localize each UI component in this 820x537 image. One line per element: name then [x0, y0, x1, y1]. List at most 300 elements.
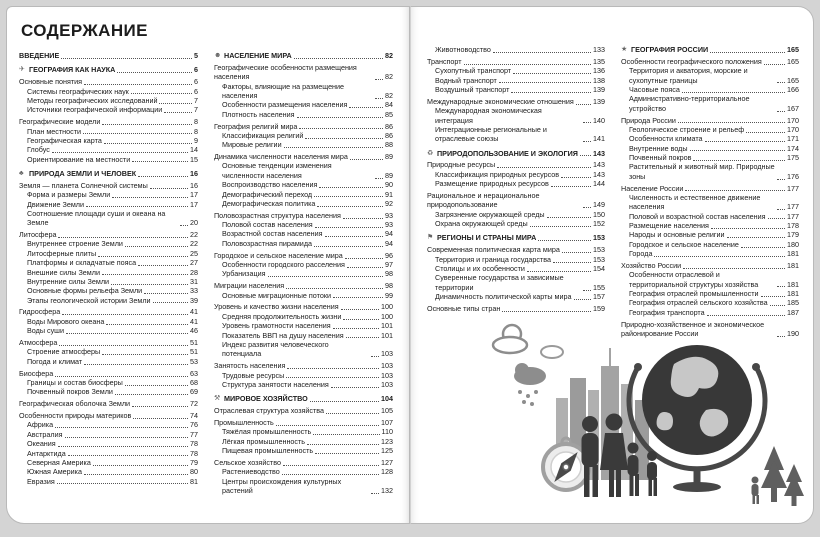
toc-entry-page: 180 — [787, 239, 799, 249]
toc-row — [19, 467, 198, 476]
dot-leader — [538, 240, 591, 241]
toc-entry-page: 79 — [190, 457, 198, 467]
dot-leader — [711, 228, 785, 229]
dot-leader — [764, 64, 785, 65]
toc-entry-label: МИРОВОЕ ХОЗЯЙСТВО — [224, 394, 308, 404]
toc-row — [19, 357, 198, 366]
toc-row — [214, 331, 393, 340]
dot-leader — [710, 52, 785, 53]
toc-entry-page: 6 — [194, 77, 198, 87]
dot-leader — [375, 98, 383, 99]
toc-entry-label: Особенности природы материков — [19, 411, 132, 421]
toc-entry-label: Лёгкая промышленность — [222, 436, 306, 446]
toc-entry-label: Половозрастная структура населения — [214, 210, 341, 220]
toc-entry-page: 181 — [787, 279, 799, 289]
toc-entry-page: 181 — [787, 249, 799, 259]
toc-entry-page: 51 — [190, 338, 198, 348]
toc-entry-page: 89 — [385, 152, 393, 162]
toc-entry-page: 41 — [190, 307, 198, 317]
toc-entry-label: Природные ресурсы — [427, 160, 496, 170]
toc-row — [214, 100, 393, 109]
toc-row — [214, 458, 393, 467]
dot-leader — [150, 188, 188, 189]
toc-row — [19, 249, 198, 258]
dot-leader — [286, 288, 383, 289]
toc-row — [19, 420, 198, 429]
toc-row — [214, 239, 393, 248]
toc-row — [214, 281, 393, 290]
toc-entry-page: 139 — [593, 96, 605, 106]
toc-entry-label: Особенности климата — [629, 134, 703, 144]
dot-leader — [132, 406, 188, 407]
dot-leader — [493, 52, 591, 53]
toc-entry-label: Евразия — [27, 476, 55, 486]
toc-row — [214, 302, 393, 311]
toc-entry-label: Внешние силы Земли — [27, 267, 100, 277]
toc-entry-page: 46 — [190, 326, 198, 336]
toc-entry-page: 100 — [381, 311, 393, 321]
toc-entry-page: 103 — [381, 349, 393, 359]
toc-row — [427, 191, 605, 210]
dot-leader — [693, 160, 785, 161]
toc-entry-label: Структура занятости населения — [222, 379, 329, 389]
toc-row — [19, 387, 198, 396]
toc-row — [427, 160, 605, 169]
toc-entry-page: 177 — [787, 211, 799, 221]
toc-entry-page: 82 — [385, 51, 393, 60]
toc-entry-page: 170 — [787, 124, 799, 134]
toc-entry-label: Гидросфера — [19, 307, 61, 317]
toc-entry-label: Природа России — [621, 115, 676, 125]
toc-entry-label: Геологическое строение и рельеф — [629, 124, 745, 134]
dot-leader — [144, 293, 188, 294]
toc-row — [214, 340, 393, 359]
toc-entry-label: Воды суши — [27, 326, 64, 336]
dot-leader — [52, 152, 188, 153]
book-spread — [6, 6, 814, 524]
dot-leader — [562, 252, 591, 253]
toc-entry-page: 16 — [190, 180, 198, 190]
toc-entry-label: Основные типы стран — [427, 303, 501, 313]
toc-entry-page: 101 — [381, 330, 393, 340]
toc-entry-label: Географические модели — [19, 117, 101, 127]
toc-entry-page: 80 — [190, 467, 198, 477]
toc-entry-page: 8 — [194, 117, 198, 127]
toc-entry-label: Рациональное и нерациональное природопользование — [427, 191, 540, 210]
toc-entry-label: Численность и естественное движение населения — [629, 192, 761, 212]
toc-row — [19, 190, 198, 199]
dot-leader — [84, 364, 188, 365]
toc-entry-page: 101 — [381, 321, 393, 331]
toc-entry-label: Основные понятия — [19, 77, 83, 87]
dot-leader — [331, 387, 379, 388]
toc-row — [427, 45, 605, 54]
toc-entry-label: Воспроизводство населения — [222, 180, 318, 190]
dot-leader — [319, 187, 383, 188]
dot-leader — [112, 197, 188, 198]
city-skyline-illustration — [556, 348, 649, 480]
toc-entry-page: 135 — [593, 56, 605, 66]
dot-leader — [341, 309, 379, 310]
dot-leader — [276, 425, 379, 426]
toc-row — [19, 117, 198, 126]
toc-entry-label: Средняя продолжительность жизни — [222, 311, 342, 321]
toc-entry-page: 72 — [190, 399, 198, 409]
toc-column-3 — [427, 45, 605, 338]
toc-entry-label: Основные тенденции изменения численности населения — [222, 161, 332, 180]
toc-row — [214, 110, 393, 119]
toc-row — [19, 96, 198, 105]
toc-entry-page: 103 — [381, 361, 393, 371]
dot-leader — [125, 385, 188, 386]
dot-leader — [553, 262, 591, 263]
dot-leader — [375, 79, 383, 80]
dot-leader — [283, 465, 379, 466]
toc-chapter-row — [214, 51, 393, 60]
toc-entry-label: Транспорт — [427, 56, 462, 66]
dot-leader — [551, 186, 591, 187]
toc-entry-label: ВВЕДЕНИЕ — [19, 51, 60, 60]
toc-entry-label: Географические особенности размещения населения — [214, 62, 357, 82]
toc-entry-page: 166 — [787, 84, 799, 94]
toc-row — [621, 116, 799, 125]
toc-row — [427, 170, 605, 179]
dot-leader — [576, 104, 591, 105]
toc-entry-page: 107 — [381, 417, 393, 427]
toc-entry-page: 6 — [194, 65, 198, 75]
dot-leader — [583, 122, 591, 123]
toc-entry-page: 100 — [381, 302, 393, 312]
toc-entry-page: 165 — [787, 75, 799, 85]
toc-entry-page: 133 — [593, 45, 605, 54]
dot-leader — [132, 161, 188, 162]
toc-entry-page: 88 — [385, 140, 393, 150]
toc-row — [19, 369, 198, 378]
toc-row — [214, 260, 393, 269]
toc-entry-label: География религий мира — [214, 121, 298, 131]
toc-entry-label: Источники географической информации — [27, 105, 163, 115]
toc-row — [427, 273, 605, 292]
dot-leader — [66, 333, 188, 334]
toc-entry-label: Городское и сельское население мира — [214, 250, 343, 260]
dot-leader — [115, 394, 188, 395]
dot-leader — [707, 315, 785, 316]
dot-leader — [685, 190, 785, 191]
toc-entry-label: Мировые религии — [222, 140, 282, 150]
toc-chapter-row — [214, 394, 393, 403]
toc-row — [427, 106, 605, 125]
toc-entry-label: Внутренние воды — [629, 143, 688, 153]
toc-entry-label: Почвенный покров — [629, 152, 692, 162]
dot-leader — [561, 177, 591, 178]
toc-entry-label: Соотношение площади суши и океана на Земле — [27, 208, 166, 228]
toc-entry-page: 92 — [385, 198, 393, 208]
toc-row — [19, 286, 198, 295]
toc-row — [214, 467, 393, 476]
toc-row — [214, 312, 393, 321]
toc-entry-page: 187 — [787, 307, 799, 317]
toc-row — [19, 268, 198, 277]
toc-entry-label: Воздушный транспорт — [435, 84, 510, 94]
dot-leader — [117, 72, 192, 73]
toc-entry-page: 33 — [190, 286, 198, 296]
dot-leader — [683, 268, 785, 269]
toc-entry-page: 175 — [787, 152, 799, 162]
toc-entry-label: Хозяйство России — [621, 260, 682, 270]
toc-entry-page: 190 — [787, 328, 799, 338]
toc-row — [19, 378, 198, 387]
toc-entry-label: Литосфера — [19, 230, 57, 240]
toc-row — [19, 296, 198, 305]
toc-entry-label: Показатель ВВП на душу населения — [222, 330, 344, 340]
toc-row — [427, 210, 605, 219]
flag-icon: ⚑ — [427, 234, 434, 242]
toc-entry-label: Сухопутный транспорт — [435, 66, 512, 76]
toc-entry-label: Глобус — [27, 145, 50, 155]
dot-leader — [349, 107, 383, 108]
dot-leader — [583, 207, 591, 208]
toc-row — [19, 145, 198, 154]
toc-entry-page: 90 — [385, 180, 393, 190]
toc-chapter-row — [19, 169, 198, 178]
toc-entry-label: Плотность населения — [222, 109, 295, 119]
toc-entry-page: 74 — [190, 411, 198, 421]
dot-leader — [83, 133, 192, 134]
toc-entry-label: Размещение природных ресурсов — [435, 179, 549, 189]
toc-entry-label: Международная экономическая интеграция — [435, 106, 542, 125]
toc-row — [19, 347, 198, 356]
dot-leader — [317, 206, 383, 207]
dot-leader — [98, 256, 188, 257]
toc-row — [427, 245, 605, 254]
toc-row — [214, 361, 393, 370]
toc-entry-label: Антарктида — [27, 448, 66, 458]
toc-entry-page: 141 — [593, 134, 605, 144]
toc-entry-label: Австралия — [27, 429, 63, 439]
toc-entry-label: Загрязнение окружающей среды — [435, 209, 545, 219]
toc-row — [214, 418, 393, 427]
toc-entry-page: 93 — [385, 210, 393, 220]
dot-leader — [777, 286, 785, 287]
toc-entry-page: 149 — [593, 200, 605, 210]
toc-entry-label: Океания — [27, 439, 56, 449]
toc-entry-label: Ориентирование на местности — [27, 154, 131, 164]
toc-row — [19, 77, 198, 86]
dot-leader — [55, 376, 188, 377]
dot-leader — [314, 196, 383, 197]
dot-leader — [84, 84, 192, 85]
dot-leader — [547, 217, 591, 218]
toc-entry-page: 143 — [593, 160, 605, 170]
toc-entry-page: 41 — [190, 316, 198, 326]
toc-column-4 — [621, 45, 799, 338]
toc-entry-page: 153 — [593, 245, 605, 255]
toc-entry-page: 81 — [190, 476, 198, 486]
toc-row — [214, 220, 393, 229]
dot-leader — [343, 218, 383, 219]
toc-entry-page: 139 — [593, 84, 605, 94]
toc-row — [214, 269, 393, 278]
toc-entry-label: Народы и основные религии — [629, 230, 725, 240]
toc-row — [427, 97, 605, 106]
toc-row — [621, 85, 799, 94]
toc-entry-page: 14 — [190, 145, 198, 155]
toc-row — [19, 338, 198, 347]
toc-entry-page: 31 — [190, 276, 198, 286]
dot-leader — [574, 299, 591, 300]
toc-entry-page: 76 — [190, 420, 198, 430]
toc-entry-label: ПРИРОДА ЗЕМЛИ И ЧЕЛОВЕК — [29, 168, 137, 178]
toc-row — [621, 320, 799, 339]
toc-entry-label: Часовые пояса — [629, 84, 680, 94]
page-left — [6, 6, 410, 524]
toc-entry-page: 104 — [381, 394, 393, 404]
toc-row — [214, 180, 393, 189]
toc-entry-page: 127 — [381, 457, 393, 467]
dot-leader — [315, 453, 379, 454]
dot-leader — [111, 284, 188, 285]
toc-entry-label: Земля — планета Солнечной системы — [19, 180, 148, 190]
toc-row — [19, 277, 198, 286]
toc-entry-page: 82 — [385, 72, 393, 82]
dot-leader — [678, 122, 785, 123]
toc-entry-page: 17 — [190, 190, 198, 200]
toc-row — [214, 291, 393, 300]
toc-row — [621, 66, 799, 85]
toc-row — [214, 122, 393, 131]
toc-entry-label: Атмосфера — [19, 338, 58, 348]
toc-entry-label: Центры происхождения культурных растений — [222, 476, 342, 495]
toc-entry-label: Природно-хозяйственное и экономическое районирование России — [621, 319, 765, 338]
dot-leader — [106, 324, 188, 325]
toc-entry-page: 77 — [190, 429, 198, 439]
toc-entry-label: Территория и граница государства — [435, 254, 552, 264]
toc-row — [621, 162, 799, 181]
toc-entry-page: 91 — [385, 189, 393, 199]
toc-entry-label: Пищевая промышленность — [222, 446, 314, 456]
toc-entry-label: НАСЕЛЕНИЕ МИРА — [224, 51, 292, 60]
toc-row — [427, 76, 605, 85]
toc-entry-label: Половой и возрастной состав населения — [629, 211, 766, 221]
toc-row — [621, 144, 799, 153]
toc-row — [214, 406, 393, 415]
toc-entry-page: 170 — [787, 115, 799, 125]
toc-row — [19, 155, 198, 164]
toc-row — [214, 161, 393, 180]
dot-leader — [65, 437, 188, 438]
toc-row — [19, 307, 198, 316]
toc-entry-label: Демографическая политика — [222, 198, 316, 208]
dot-leader — [464, 64, 591, 65]
toc-entry-page: 155 — [593, 282, 605, 292]
toc-entry-label: Города — [629, 249, 653, 259]
dot-leader — [58, 446, 188, 447]
toc-entry-page: 165 — [787, 56, 799, 66]
toc-row — [214, 251, 393, 260]
toc-row — [19, 181, 198, 190]
toc-entry-label: Суверенные государства и зависимые территории — [435, 273, 564, 292]
dot-leader — [326, 413, 379, 414]
toc-entry-label: Интеграционные региональные и отраслевые союзы — [435, 124, 547, 144]
dot-leader — [58, 237, 188, 238]
toc-row — [214, 380, 393, 389]
recycle-icon: ♻ — [427, 149, 434, 157]
toc-entry-label: Международные экономические отношения — [427, 96, 574, 106]
toc-entry-page: 103 — [381, 379, 393, 389]
toc-entry-page: 159 — [593, 303, 605, 313]
dot-leader — [777, 209, 785, 210]
toc-entry-label: Строение атмосферы — [27, 347, 101, 357]
toc-entry-label: Урбанизация — [222, 269, 266, 279]
toc-entry-page: 86 — [385, 130, 393, 140]
dot-leader — [93, 465, 188, 466]
dot-leader — [350, 159, 383, 160]
toc-entry-label: Внутреннее строение Земли — [27, 239, 123, 249]
dot-leader — [777, 336, 785, 337]
toc-entry-label: Погода и климат — [27, 356, 83, 366]
dot-leader — [57, 483, 188, 484]
dot-leader — [315, 227, 383, 228]
toc-entry-label: Современная политическая карта мира — [427, 245, 560, 255]
toc-row — [214, 82, 393, 101]
toc-row — [621, 261, 799, 270]
toc-row — [19, 477, 198, 486]
toc-entry-label: ГЕОГРАФИЯ КАК НАУКА — [29, 65, 116, 75]
dot-leader — [59, 345, 188, 346]
toc-entry-label: ПРИРОДОПОЛЬЗОВАНИЕ И ЭКОЛОГИЯ — [437, 148, 578, 158]
toc-entry-page: 25 — [190, 248, 198, 258]
toc-entry-page: 143 — [593, 169, 605, 179]
dot-leader — [347, 267, 383, 268]
toc-row — [214, 190, 393, 199]
toc-chapter-row — [19, 65, 198, 74]
toc-entry-label: Трудовые ресурсы — [222, 370, 285, 380]
toc-entry-page: 7 — [194, 105, 198, 115]
toc-entry-page: 84 — [385, 100, 393, 110]
toc-entry-page: 150 — [593, 209, 605, 219]
dot-leader — [287, 368, 379, 369]
toc-entry-page: 144 — [593, 179, 605, 189]
dot-leader — [268, 276, 384, 277]
toc-row — [427, 219, 605, 228]
dot-leader — [690, 150, 785, 151]
toc-entry-label: Географическая карта — [27, 135, 102, 145]
toc-entry-label: Административно-территориальное устройство — [629, 94, 750, 113]
toc-entry-label: Половозрастная пирамида — [222, 238, 313, 248]
toc-entry-label: Границы и состав биосферы — [27, 378, 123, 387]
toc-entry-page: 136 — [593, 66, 605, 76]
toc-entry-page: 7 — [194, 95, 198, 105]
toc-column-1 — [19, 51, 198, 495]
toc-entry-page: 69 — [190, 387, 198, 397]
dot-leader — [310, 401, 379, 402]
page-right — [410, 6, 814, 524]
toc-row — [621, 289, 799, 298]
toc-row — [19, 399, 198, 408]
toc-entry-page: 99 — [385, 290, 393, 300]
dot-leader — [346, 337, 379, 338]
dot-leader — [282, 474, 379, 475]
toc-entry-label: Тяжёлая промышленность — [222, 427, 312, 437]
toc-entry-page: 9 — [194, 135, 198, 145]
toc-entry-page: 177 — [787, 202, 799, 212]
toc-row — [621, 94, 799, 113]
family-silhouette-illustration — [582, 414, 658, 498]
toc-entry-label: Животноводство — [435, 45, 491, 54]
toc-entry-page: 68 — [190, 378, 198, 387]
toc-entry-label: Особенности размещения населения — [222, 100, 348, 110]
toc-entry-label: Водный транспорт — [435, 75, 497, 85]
